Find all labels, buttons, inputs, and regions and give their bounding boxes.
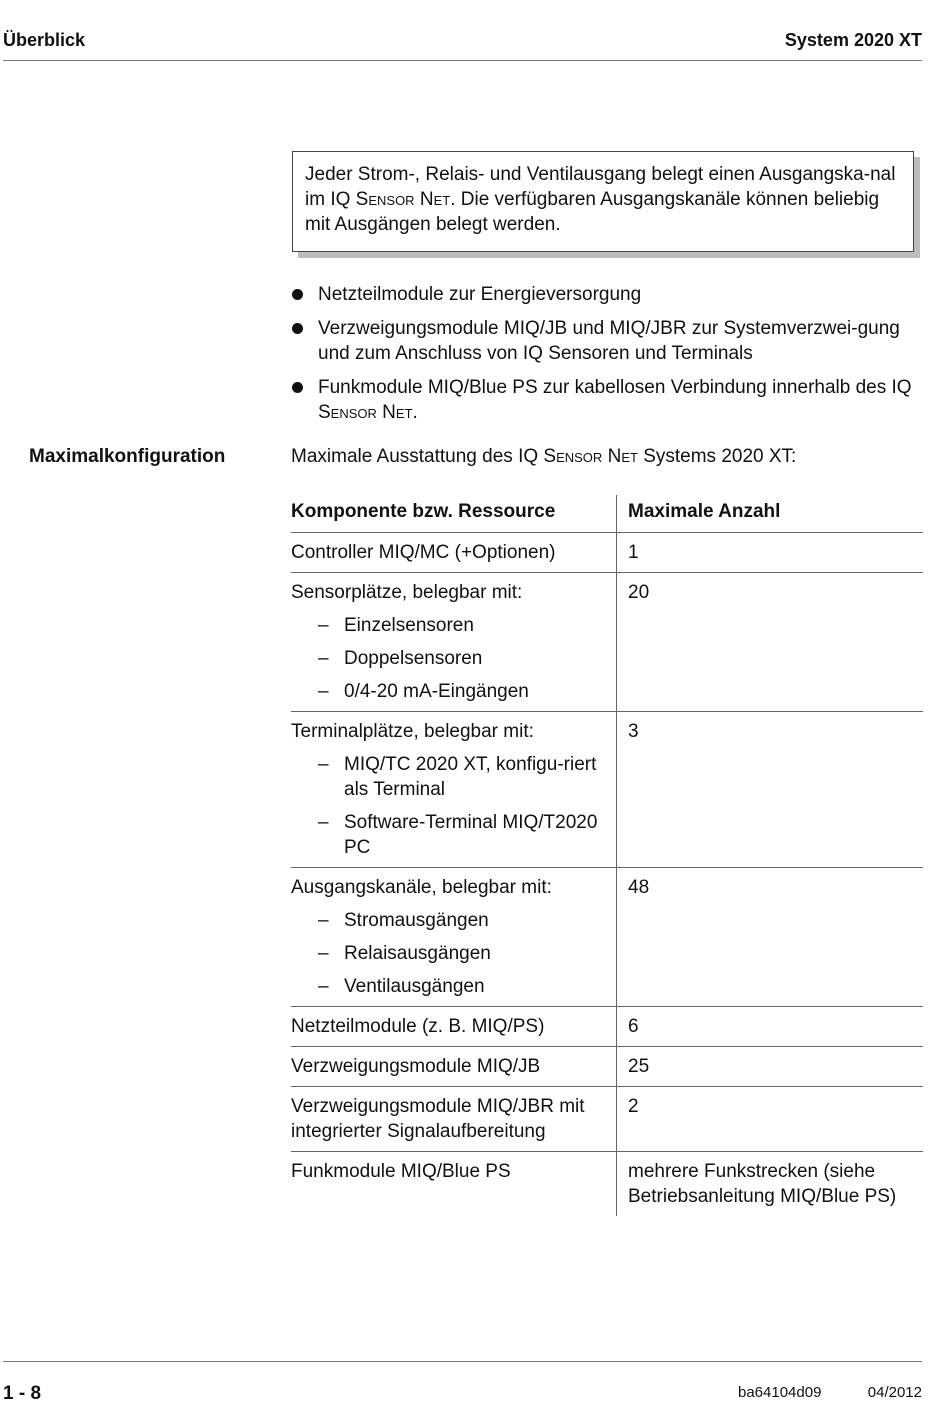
dash-marker: – (318, 812, 329, 833)
dash-marker: – (318, 681, 329, 702)
table-cell-count: 2 (617, 1087, 924, 1152)
sub-item-text: 0/4-20 mA-Eingängen (344, 681, 529, 702)
component-sub-item (291, 810, 606, 860)
note-smallcaps-2: et (433, 189, 451, 210)
bullet-item-power (291, 282, 931, 307)
table-cell-count: 48 (617, 868, 924, 1007)
table-row (291, 712, 923, 868)
dash-marker: – (318, 943, 329, 964)
component-label: Verzweigungsmodule MIQ/JB (291, 1056, 541, 1077)
dash-marker: – (318, 910, 329, 931)
header-rule (3, 60, 922, 61)
component-label: Sensorplätze, belegbar mit: (291, 582, 523, 603)
note-smallcaps-1: Sensor (355, 189, 415, 210)
sub-item-text: MIQ/TC 2020 XT, konfigu-riert als Terminal (344, 754, 597, 800)
table-cell-count: 20 (617, 573, 924, 712)
table-header-row (291, 495, 923, 533)
component-sub-list (291, 613, 606, 704)
intro-text: N (602, 446, 622, 467)
component-sub-item (291, 908, 606, 933)
table-cell-count: 1 (617, 533, 924, 573)
bullet-item-branching (291, 316, 931, 366)
bullet-text: Verzweigungsmodule MIQ/JB und MIQ/JBR zur Systemverzwei-gung und zum Anschluss von IQ Sensoren und Terminals (318, 318, 900, 364)
bullet-text: . (412, 402, 418, 423)
table-cell-component (291, 712, 617, 868)
sub-item-text: Stromausgängen (344, 910, 489, 931)
component-label: Controller MIQ/MC (+Optionen) (291, 542, 556, 563)
component-label: Ausgangskanäle, belegbar mit: (291, 877, 552, 898)
component-label: Funkmodule MIQ/Blue PS (291, 1161, 511, 1182)
component-sub-list (291, 908, 606, 999)
component-label: Verzweigungsmodule MIQ/JBR mit integrierter Signalaufbereitung (291, 1096, 585, 1142)
table-header-count: Maximale Anzahl (617, 495, 924, 533)
table-cell-count: 6 (617, 1007, 924, 1047)
bullet-text: Funkmodule MIQ/Blue PS zur kabellosen Verbindung innerhalb des IQ (318, 377, 912, 398)
section-label: Maximalkonfiguration (29, 446, 226, 467)
bullet-dot-icon (292, 382, 303, 393)
bullet-dot-icon (292, 289, 303, 300)
table-row (291, 1007, 923, 1047)
dash-marker: – (318, 754, 329, 775)
table-row (291, 1047, 923, 1087)
table-cell-count: 3 (617, 712, 924, 868)
sub-item-text: Ventilausgängen (344, 976, 485, 997)
note-text-2: N (414, 189, 434, 210)
table-cell-component (291, 1087, 617, 1152)
bullet-smallcaps: Sensor (318, 402, 377, 423)
note-text-1: Jeder Strom-, Relais- und Ventilausgang belegt einen Ausgangska-nal im IQ (305, 164, 896, 210)
sub-item-text: Relaisausgängen (344, 943, 491, 964)
document-date: 04/2012 (867, 1384, 922, 1401)
table-row (291, 533, 923, 573)
intro-text: Maximale Ausstattung des IQ (291, 446, 544, 467)
table-cell-component (291, 1007, 617, 1047)
dash-marker: – (318, 648, 329, 669)
component-sub-item (291, 646, 606, 671)
table-row (291, 1087, 923, 1152)
intro-text: Systems 2020 XT: (637, 446, 797, 467)
intro-smallcaps: Sensor (543, 446, 603, 467)
component-sub-item (291, 974, 606, 999)
component-sub-item (291, 679, 606, 704)
component-sub-item (291, 752, 606, 802)
footer-rule (3, 1361, 922, 1362)
table-row (291, 868, 923, 1007)
component-sub-item (291, 613, 606, 638)
table-cell-count: mehrere Funkstrecken (siehe Betriebsanleitung MIQ/Blue PS) (617, 1152, 924, 1217)
table-cell-component (291, 1047, 617, 1087)
sub-item-text: Einzelsensoren (344, 615, 474, 636)
dash-marker: – (318, 615, 329, 636)
sub-item-text: Doppelsensoren (344, 648, 483, 669)
intro-smallcaps: et (621, 446, 638, 467)
bullet-list (291, 282, 931, 434)
table-cell-count: 25 (617, 1047, 924, 1087)
section-intro (291, 446, 796, 468)
bullet-text: Netzteilmodule zur Energieversorgung (318, 284, 642, 305)
table-row (291, 573, 923, 712)
table-cell-component (291, 573, 617, 712)
bullet-dot-icon (292, 323, 303, 334)
table-cell-component (291, 533, 617, 573)
bullet-text: N (376, 402, 396, 423)
note-box (292, 151, 914, 252)
dash-marker: – (318, 976, 329, 997)
table-cell-component (291, 1152, 617, 1217)
sub-item-text: Software-Terminal MIQ/T2020 PC (344, 812, 598, 858)
header-section-title: Überblick (3, 30, 86, 50)
bullet-item-radio (291, 375, 931, 425)
note-text-3: . Die verfügbaren Ausgangskanäle können beliebig mit Ausgängen belegt werden. (305, 189, 880, 235)
document-number: ba64104d09 (738, 1384, 822, 1401)
component-label: Terminalplätze, belegbar mit: (291, 721, 534, 742)
table-header-component: Komponente bzw. Ressource (291, 501, 556, 522)
page-number: 1 - 8 (3, 1383, 42, 1404)
bullet-smallcaps: et (395, 402, 413, 423)
component-sub-item (291, 941, 606, 966)
configuration-table (291, 495, 923, 1216)
component-label: Netzteilmodule (z. B. MIQ/PS) (291, 1016, 545, 1037)
table-row (291, 1152, 923, 1217)
component-sub-list (291, 752, 606, 860)
table-cell-component (291, 868, 617, 1007)
header-product-title: System 2020 XT (784, 30, 922, 50)
